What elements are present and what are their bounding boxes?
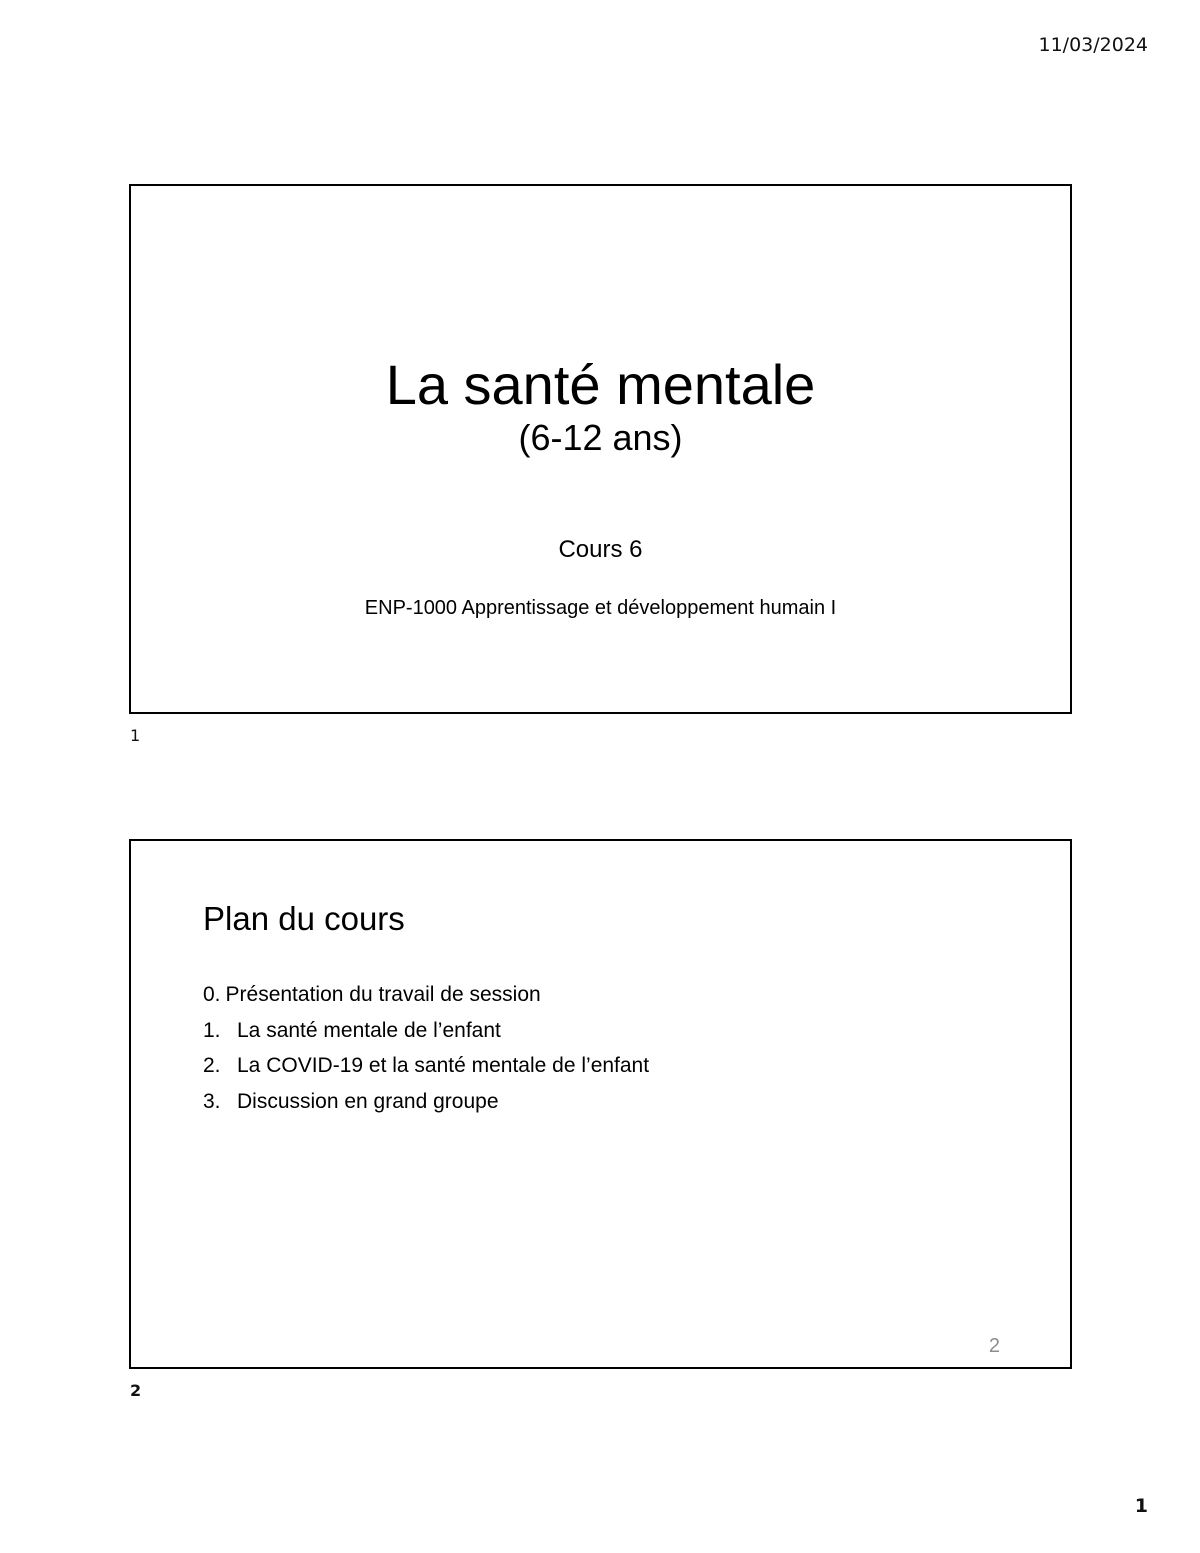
slide-subtitle: (6-12 ans) (518, 417, 683, 458)
list-item (203, 1019, 649, 1055)
list-item-number: 2. (203, 1054, 221, 1077)
slide-caption-2: 2 (130, 1381, 142, 1400)
list-item (203, 1090, 649, 1126)
list-item-number: 3. (203, 1089, 221, 1113)
slide-title: La santé mentale (385, 353, 816, 416)
list-item-number: 0. (203, 983, 221, 1006)
list-item (203, 1054, 649, 1090)
slide-title: Plan du cours (203, 900, 405, 937)
slide-2 (129, 839, 1072, 1369)
list-item (203, 983, 649, 1019)
list-item-text: Discussion en grand groupe (237, 1089, 499, 1113)
slide-1 (129, 184, 1072, 714)
program-label: ENP-1000 Apprentissage et développement humain I (364, 597, 837, 619)
slide-number: 2 (988, 1335, 1000, 1357)
list-item-text: La santé mentale de l’enfant (237, 1018, 501, 1042)
list-item-number: 1. (203, 1018, 221, 1042)
list-item-text: Présentation du travail de session (225, 983, 541, 1006)
course-plan-list (203, 983, 649, 1125)
slide-caption-1: 1 (130, 726, 141, 745)
page-date: 11/03/2024 (1038, 34, 1148, 56)
list-item-text: La COVID-19 et la santé mentale de l’enfant (237, 1054, 650, 1077)
course-label: Cours 6 (558, 536, 643, 563)
page-number: 1 (1134, 1495, 1148, 1517)
